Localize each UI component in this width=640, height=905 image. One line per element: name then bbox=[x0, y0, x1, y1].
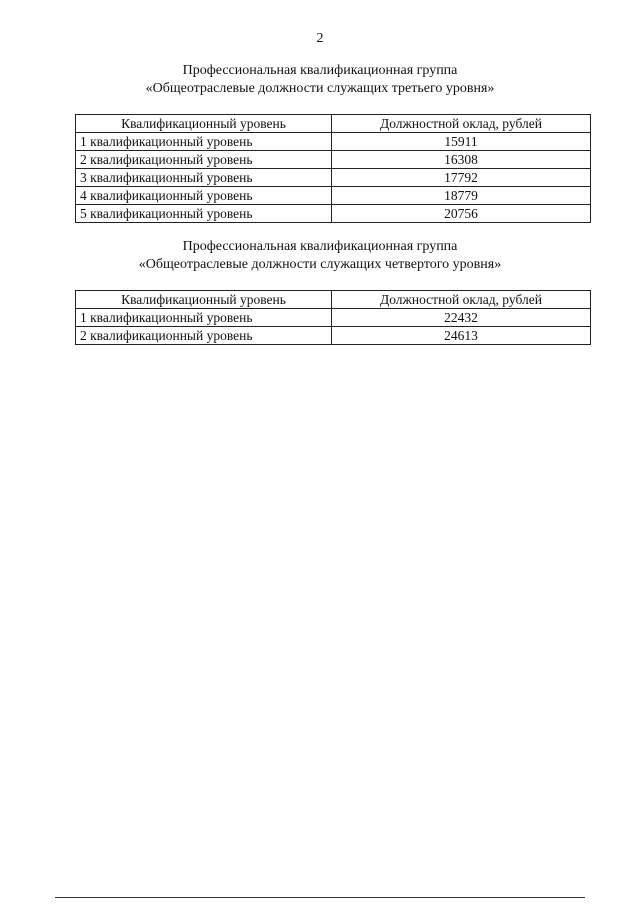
level-cell: 5 квалификационный уровень bbox=[76, 205, 332, 223]
table-row bbox=[76, 327, 591, 345]
group-title-line2: «Общеотраслевые должности служащих третьего уровня» bbox=[145, 81, 495, 96]
table-row bbox=[76, 187, 591, 205]
group-title-third-level bbox=[0, 62, 640, 98]
salary-cell: 24613 bbox=[332, 327, 591, 345]
level-cell: 1 квалификационный уровень bbox=[76, 309, 332, 327]
salary-table-fourth-level bbox=[75, 290, 591, 345]
group-title-line2: «Общеотраслевые должности служащих четвертого уровня» bbox=[138, 257, 502, 272]
level-cell: 1 квалификационный уровень bbox=[76, 133, 332, 151]
salary-cell: 17792 bbox=[332, 169, 591, 187]
column-header-level: Квалификационный уровень bbox=[76, 291, 332, 309]
column-header-salary: Должностной оклад, рублей bbox=[332, 291, 591, 309]
level-cell: 2 квалификационный уровень bbox=[76, 327, 332, 345]
table-row bbox=[76, 169, 591, 187]
group-title-line1: Профессиональная квалификационная группа bbox=[182, 63, 458, 78]
page-number: 2 bbox=[316, 31, 324, 46]
salary-cell: 16308 bbox=[332, 151, 591, 169]
table-header-row bbox=[76, 115, 591, 133]
salary-cell: 22432 bbox=[332, 309, 591, 327]
salary-cell: 15911 bbox=[332, 133, 591, 151]
group-title-fourth-level bbox=[0, 238, 640, 274]
salary-table-third-level bbox=[75, 114, 591, 223]
column-header-level: Квалификационный уровень bbox=[76, 115, 332, 133]
level-cell: 2 квалификационный уровень bbox=[76, 151, 332, 169]
column-header-salary: Должностной оклад, рублей bbox=[332, 115, 591, 133]
table-row bbox=[76, 205, 591, 223]
table-row bbox=[76, 133, 591, 151]
page-bottom-divider bbox=[55, 897, 585, 898]
group-title-line1: Профессиональная квалификационная группа bbox=[182, 239, 458, 254]
level-cell: 3 квалификационный уровень bbox=[76, 169, 332, 187]
salary-cell: 20756 bbox=[332, 205, 591, 223]
salary-cell: 18779 bbox=[332, 187, 591, 205]
table-header-row bbox=[76, 291, 591, 309]
table-row bbox=[76, 151, 591, 169]
table-row bbox=[76, 309, 591, 327]
level-cell: 4 квалификационный уровень bbox=[76, 187, 332, 205]
